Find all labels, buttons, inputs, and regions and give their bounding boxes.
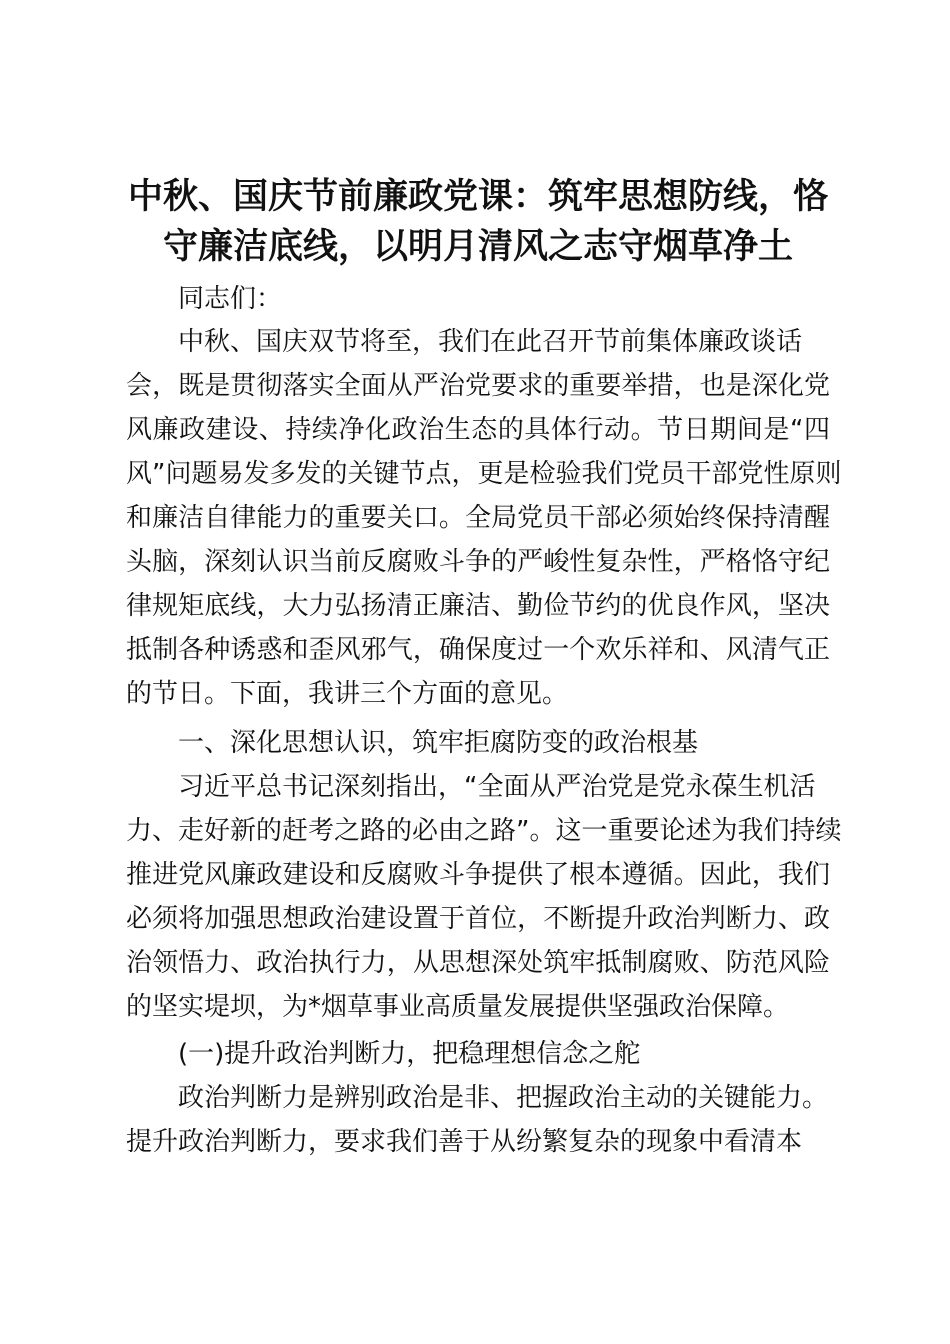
intro-line: 中秋、国庆双节将至，我们在此召开节前集体廉政谈话 <box>178 327 803 357</box>
section-line: 的坚实堤坝，为*烟草事业高质量发展提供坚强政治保障。 <box>126 992 790 1022</box>
intro-line: 头脑，深刻认识当前反腐败斗争的严峻性复杂性，严格恪守纪 <box>126 547 830 577</box>
intro-line: 会，既是贯彻落实全面从严治党要求的重要举措，也是深化党 <box>126 371 830 401</box>
section-line: 推进党风廉政建设和反腐败斗争提供了根本遵循。因此，我们 <box>126 860 830 890</box>
intro-line: 律规矩底线，大力弘扬清正廉洁、勤俭节约的优良作风，坚决 <box>126 591 830 621</box>
subsection-heading: (一)提升政治判断力，把稳理想信念之舵 <box>178 1039 641 1069</box>
section-line: 必须将加强思想政治建设置于首位，不断提升政治判断力、政 <box>126 904 830 934</box>
section-line: 治领悟力、政治执行力，从思想深处筑牢抵制腐败、防范风险 <box>126 948 830 978</box>
subsection-line: 提升政治判断力，要求我们善于从纷繁复杂的现象中看清本 <box>126 1127 803 1157</box>
intro-line: 风廉政建设、持续净化政治生态的具体行动。节日期间是“四 <box>126 415 830 445</box>
intro-line: 风”问题易发多发的关键节点，更是检验我们党员干部党性原则 <box>126 459 842 489</box>
section-heading: 一、深化思想认识，筑牢拒腐防变的政治根基 <box>178 728 699 758</box>
section-line: 习近平总书记深刻指出，“全面从严治党是党永葆生机活 <box>178 772 816 802</box>
salutation: 同志们： <box>178 284 283 314</box>
section-line: 力、走好新的赶考之路的必由之路”。这一重要论述为我们持续 <box>126 816 842 846</box>
subsection-line: 政治判断力是辨别政治是非、把握政治主动的关键能力。 <box>178 1083 829 1113</box>
intro-line: 的节日。下面，我讲三个方面的意见。 <box>126 679 569 709</box>
document-title-line-2: 守廉洁底线，以明月清风之志守烟草净土 <box>162 227 793 267</box>
intro-line: 和廉洁自律能力的重要关口。全局党员干部必须始终保持清醒 <box>126 503 830 533</box>
document-title-line-1: 中秋、国庆节前廉政党课：筑牢思想防线，恪 <box>127 177 828 217</box>
intro-line: 抵制各种诱惑和歪风邪气，确保度过一个欢乐祥和、风清气正 <box>126 635 830 665</box>
